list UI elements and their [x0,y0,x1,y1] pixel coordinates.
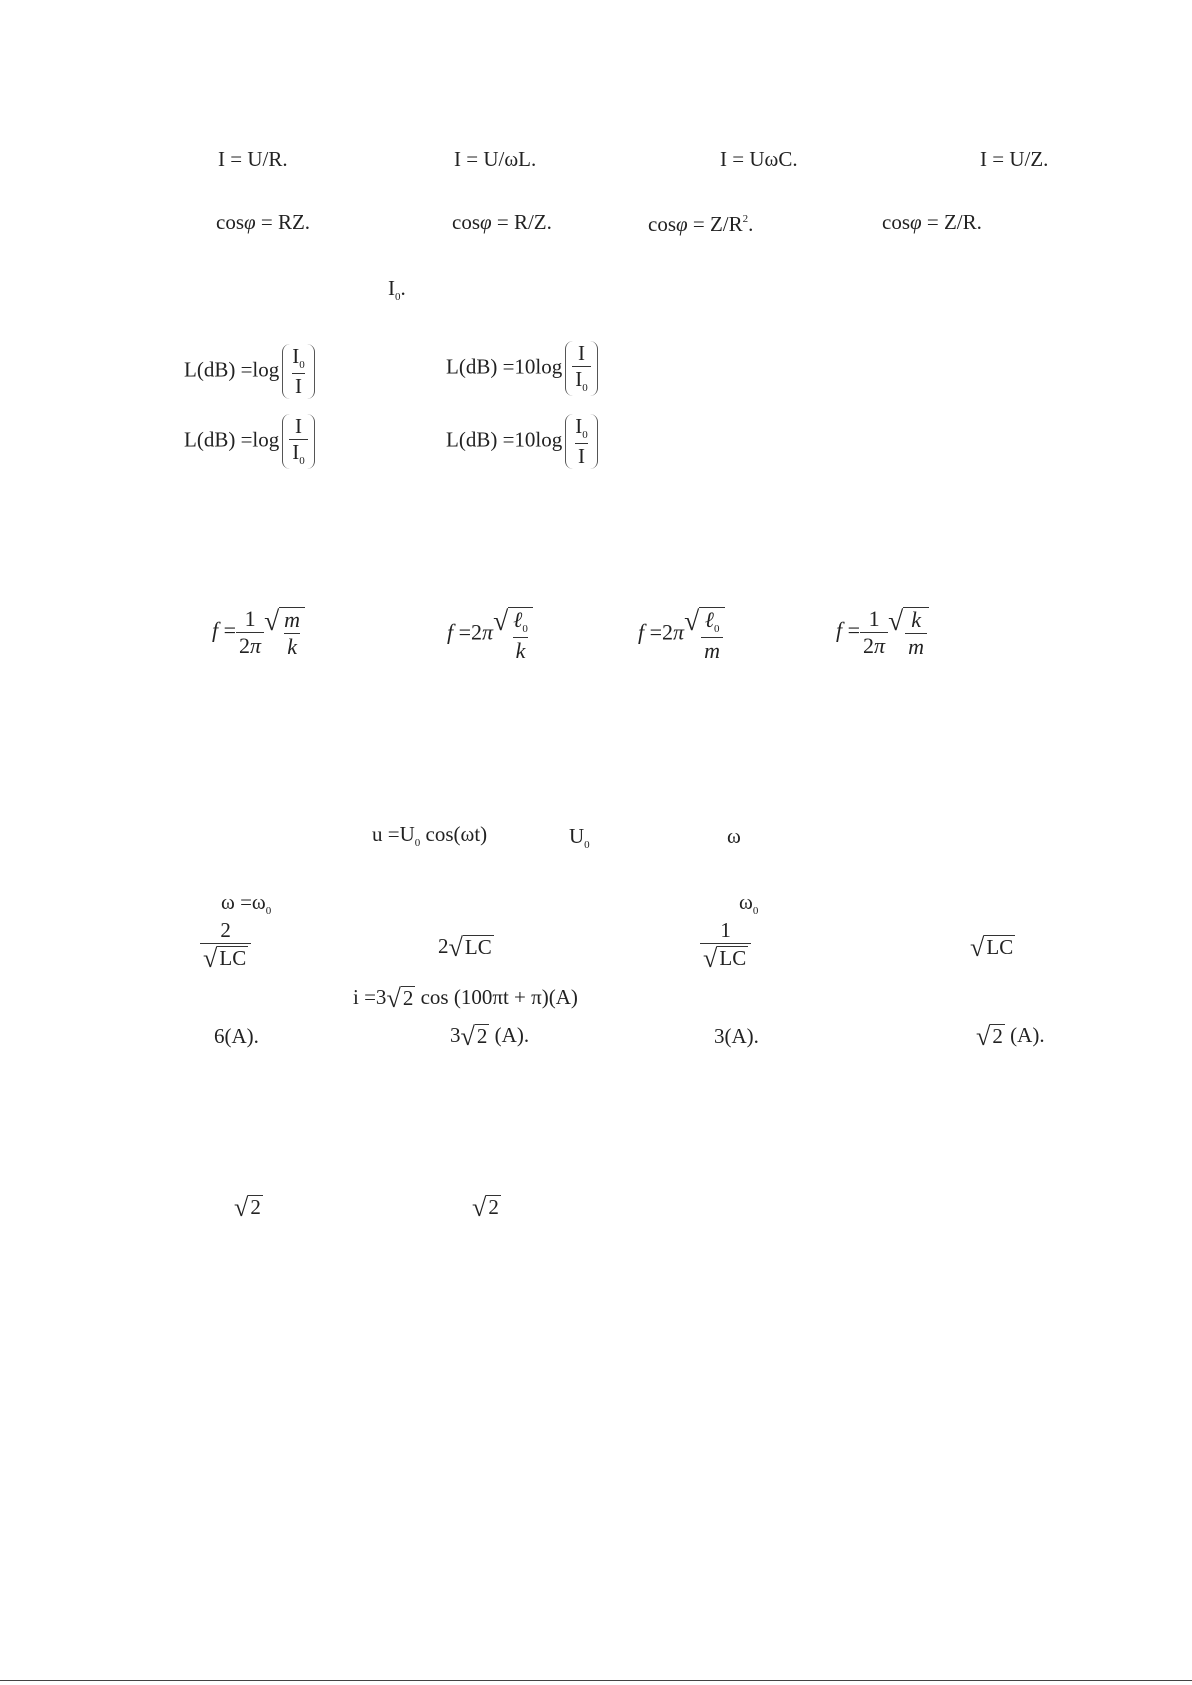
q8-option-c: 3(A). [714,1024,759,1048]
q7-resonance-condition: $\omega =\omega_0$ [221,890,272,917]
q5-option-a: f = $\frac{1}{2\pi}$ √ $\frac{m}{k}$ [212,607,305,658]
q1-option-b: I = U/ωL. [454,147,537,171]
q2-option-d: cosφ = Z/R. [882,210,982,234]
q5-option-d: f = $\frac{1}{2\pi}$ √ $\frac{k}{m}$ [836,607,929,658]
q7-option-b: 2 √ LC [438,933,492,962]
page-bottom-rule [0,1680,1192,1681]
q7-option-d: √ LC [970,933,1014,962]
q4-option-c: L(dB) =log $\frac{I}{I_0}$ [184,414,315,469]
q2-option-c: $\cos\varphi = Z/R^2$. [648,212,754,236]
q4-option-a: L(dB) =log $\frac{I_0}{I}$ [184,344,315,399]
q6-u0: $U_0$ [569,824,590,851]
q4-option-d: L(dB) =10log $\frac{I_0}{I}$ [446,414,598,469]
q8-option-a: 6(A). [214,1024,259,1048]
q7-option-c: 1 √ LC [700,920,751,972]
q4-option-b: L(dB) =10log $\frac{I}{I_0}$ [446,341,598,396]
q2-option-a: cosφ = RZ. [216,210,311,234]
q3-i0: $I_0$. [388,276,406,303]
q8-current-expression: i =3 √ 2 cos (100πt + π)(A) [353,984,578,1013]
q8-option-b: 3 √ 2 (A). [450,1022,530,1051]
q1-option-c: I = UωC. [720,147,798,171]
q1-option-d: I = U/Z. [980,147,1049,171]
q9-sqrt2-a: √ 2 [234,1193,261,1222]
q8-option-d: √ 2 (A). [976,1022,1045,1051]
q2-option-b: cosφ = R/Z. [452,210,552,234]
q7-omega0: $\omega_0$ [739,890,759,917]
q5-option-c: f =2π √ $\frac{\ell_0}{m}$ [638,607,725,662]
q5-option-b: f =2π √ $\frac{\ell_0}{k}$ [447,607,533,662]
q7-option-a: 2 √ LC [200,920,251,972]
q6-voltage-expression: $u =U_0$ cos(ωt) [372,822,488,849]
q1-option-a: I = U/R. [218,147,288,171]
q9-sqrt2-b: √ 2 [472,1193,499,1222]
q6-omega: ω [727,824,741,848]
